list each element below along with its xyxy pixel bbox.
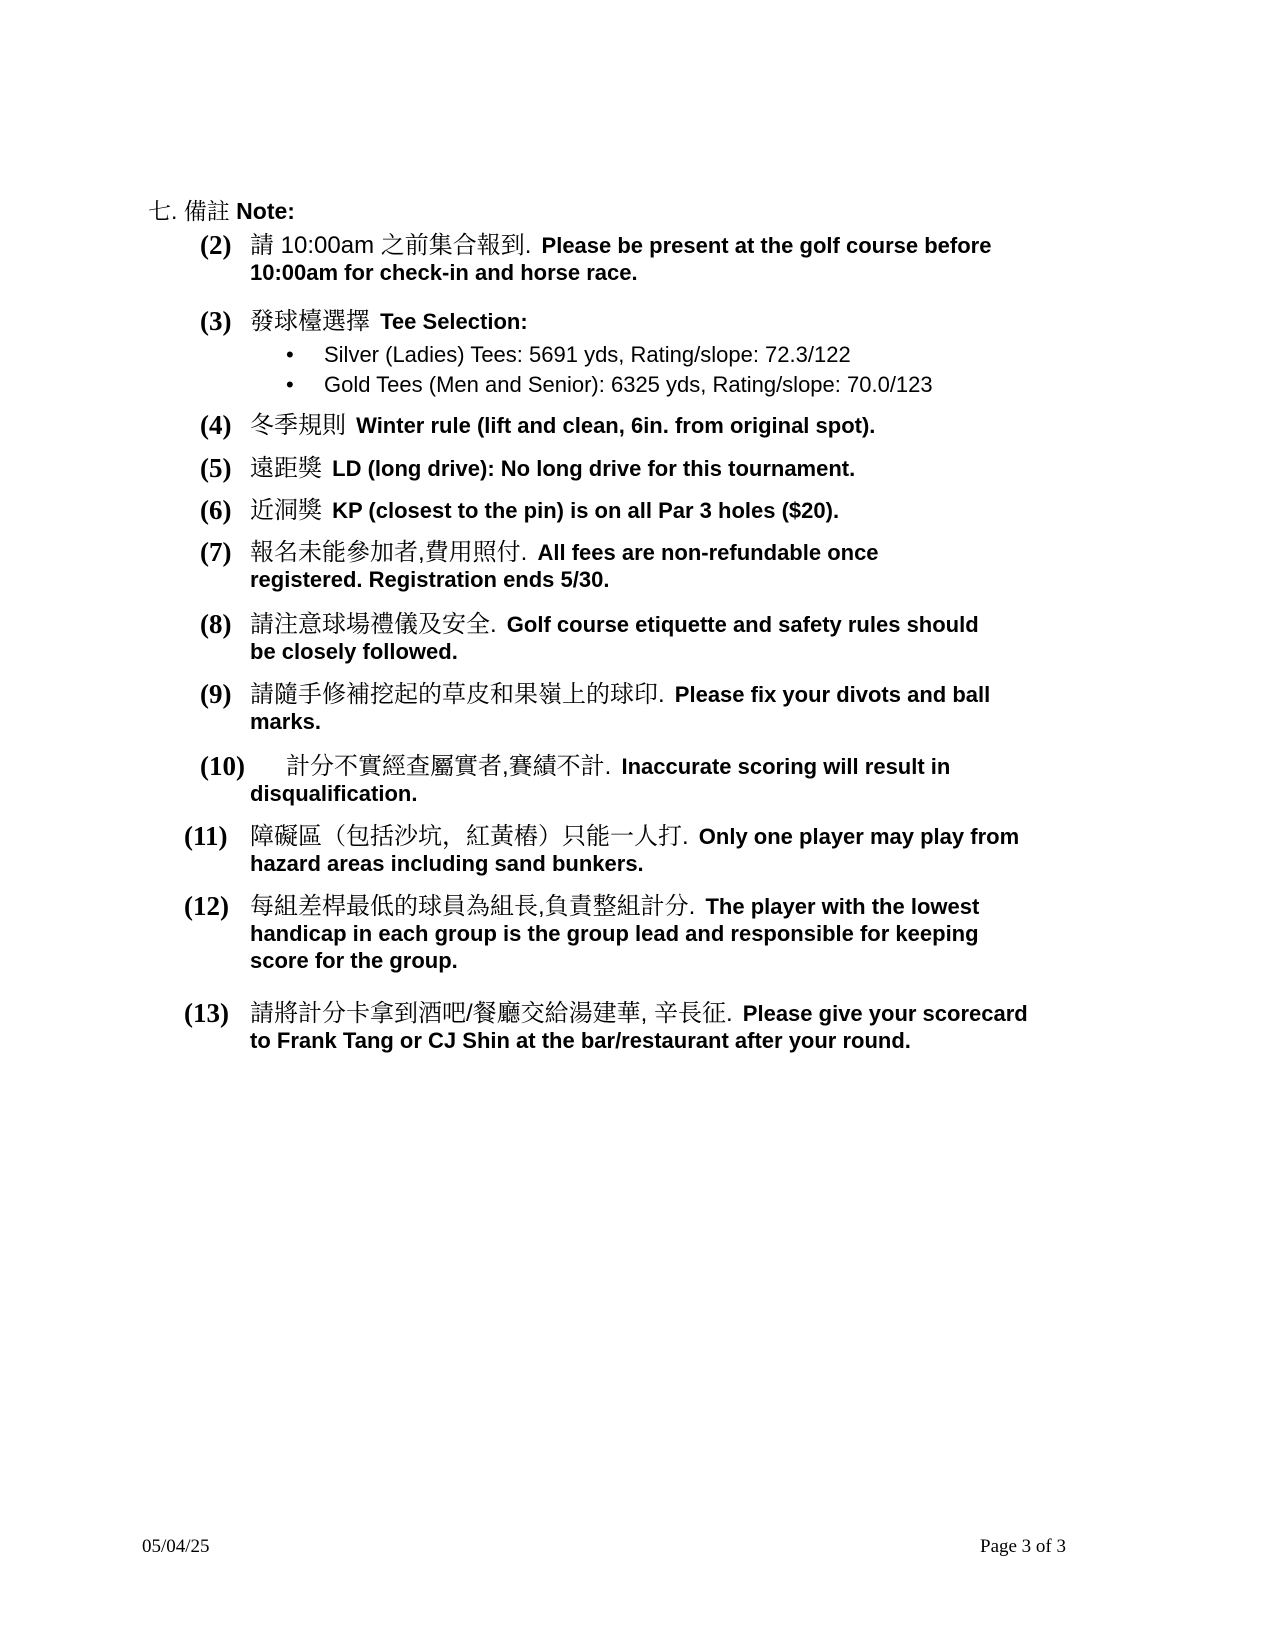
item-number: (5)	[200, 453, 232, 483]
item-text-zh: 冬季規則	[250, 412, 346, 439]
item-text-zh: 障礙區（包括沙坑，紅黃樁）只能一人打.	[250, 823, 689, 850]
item-text-en: Please be present at the golf course before 10:00am for check-in and horse race.	[250, 233, 992, 285]
item-text-en: The player with the lowest handicap in each group is the group lead and responsible for keeping score for the group.	[250, 894, 980, 973]
tee-list-item: • Silver (Ladies) Tees: 5691 yds, Rating/slope: 72.3/122	[286, 340, 933, 370]
item-text-en: Inaccurate scoring will result in disqualification.	[250, 754, 951, 806]
item-number: (9)	[200, 679, 232, 709]
item-text	[250, 539, 970, 593]
item-text	[250, 412, 1040, 439]
item-text-en: Please give your scorecard to Frank Tang or CJ Shin at the bar/restaurant after your round.	[250, 1001, 1028, 1053]
item-text-zh: 報名未能參加者,費用照付.	[250, 539, 528, 566]
item-text-zh: 遠距獎	[250, 455, 322, 482]
item-text	[250, 455, 1040, 482]
item-number: (2)	[200, 230, 232, 260]
item-text-en: Tee Selection:	[380, 309, 528, 334]
section-heading-zh: 七. 備註	[148, 198, 230, 224]
item-text	[250, 497, 1040, 524]
item-number: (8)	[200, 609, 232, 639]
item-text	[250, 1000, 1040, 1054]
item-number: (11)	[184, 821, 228, 851]
item-number: (10)	[200, 751, 245, 781]
item-text	[250, 611, 990, 665]
tee-list	[286, 340, 933, 400]
footer-date: 05/04/25	[142, 1536, 210, 1557]
item-text-en: Golf course etiquette and safety rules should be closely followed.	[250, 612, 979, 664]
item-number: (13)	[184, 998, 229, 1028]
item-text-zh: 請 10:00am 之前集合報到.	[250, 232, 532, 259]
item-number: (6)	[200, 495, 232, 525]
item-text-zh: 請注意球場禮儀及安全.	[250, 611, 497, 638]
item-text	[250, 823, 1060, 877]
item-text	[250, 753, 1020, 807]
item-text-zh: 近洞獎	[250, 497, 322, 524]
item-text	[250, 893, 1040, 974]
item-text-en: Winter rule (lift and clean, 6in. from original spot).	[356, 413, 876, 438]
item-text-zh: 發球檯選擇	[250, 308, 370, 335]
item-text-en: Only one player may play from hazard areas including sand bunkers.	[250, 824, 1020, 876]
item-text	[250, 681, 1040, 735]
item-text	[250, 308, 1040, 335]
footer-page-number: Page 3 of 3	[980, 1536, 1067, 1557]
item-text-zh: 計分不實經查屬實者,賽績不計.	[286, 753, 612, 780]
section-heading	[148, 196, 295, 226]
item-text-en: LD (long drive): No long drive for this tournament.	[332, 456, 856, 481]
item-text-zh: 請將計分卡拿到酒吧/餐廳交給湯建華, 辛長征.	[250, 1000, 733, 1027]
tee-list-item: • Gold Tees (Men and Senior): 6325 yds, Rating/slope: 70.0/123	[286, 370, 933, 400]
item-text	[250, 232, 1040, 286]
item-text-zh: 請隨手修補挖起的草皮和果嶺上的球印.	[250, 681, 665, 708]
item-text-zh: 每組差桿最低的球員為組長,負責整組計分.	[250, 893, 696, 920]
item-number: (7)	[200, 537, 232, 567]
item-number: (4)	[200, 410, 232, 440]
item-number: (3)	[200, 306, 232, 336]
item-text-en: Please fix your divots and ball marks.	[250, 682, 991, 734]
item-text-en: All fees are non-refundable once registered. Registration ends 5/30.	[250, 540, 879, 592]
item-text-en: KP (closest to the pin) is on all Par 3 holes ($20).	[332, 498, 840, 523]
item-number: (12)	[184, 891, 229, 921]
section-heading-en: Note:	[236, 198, 295, 224]
